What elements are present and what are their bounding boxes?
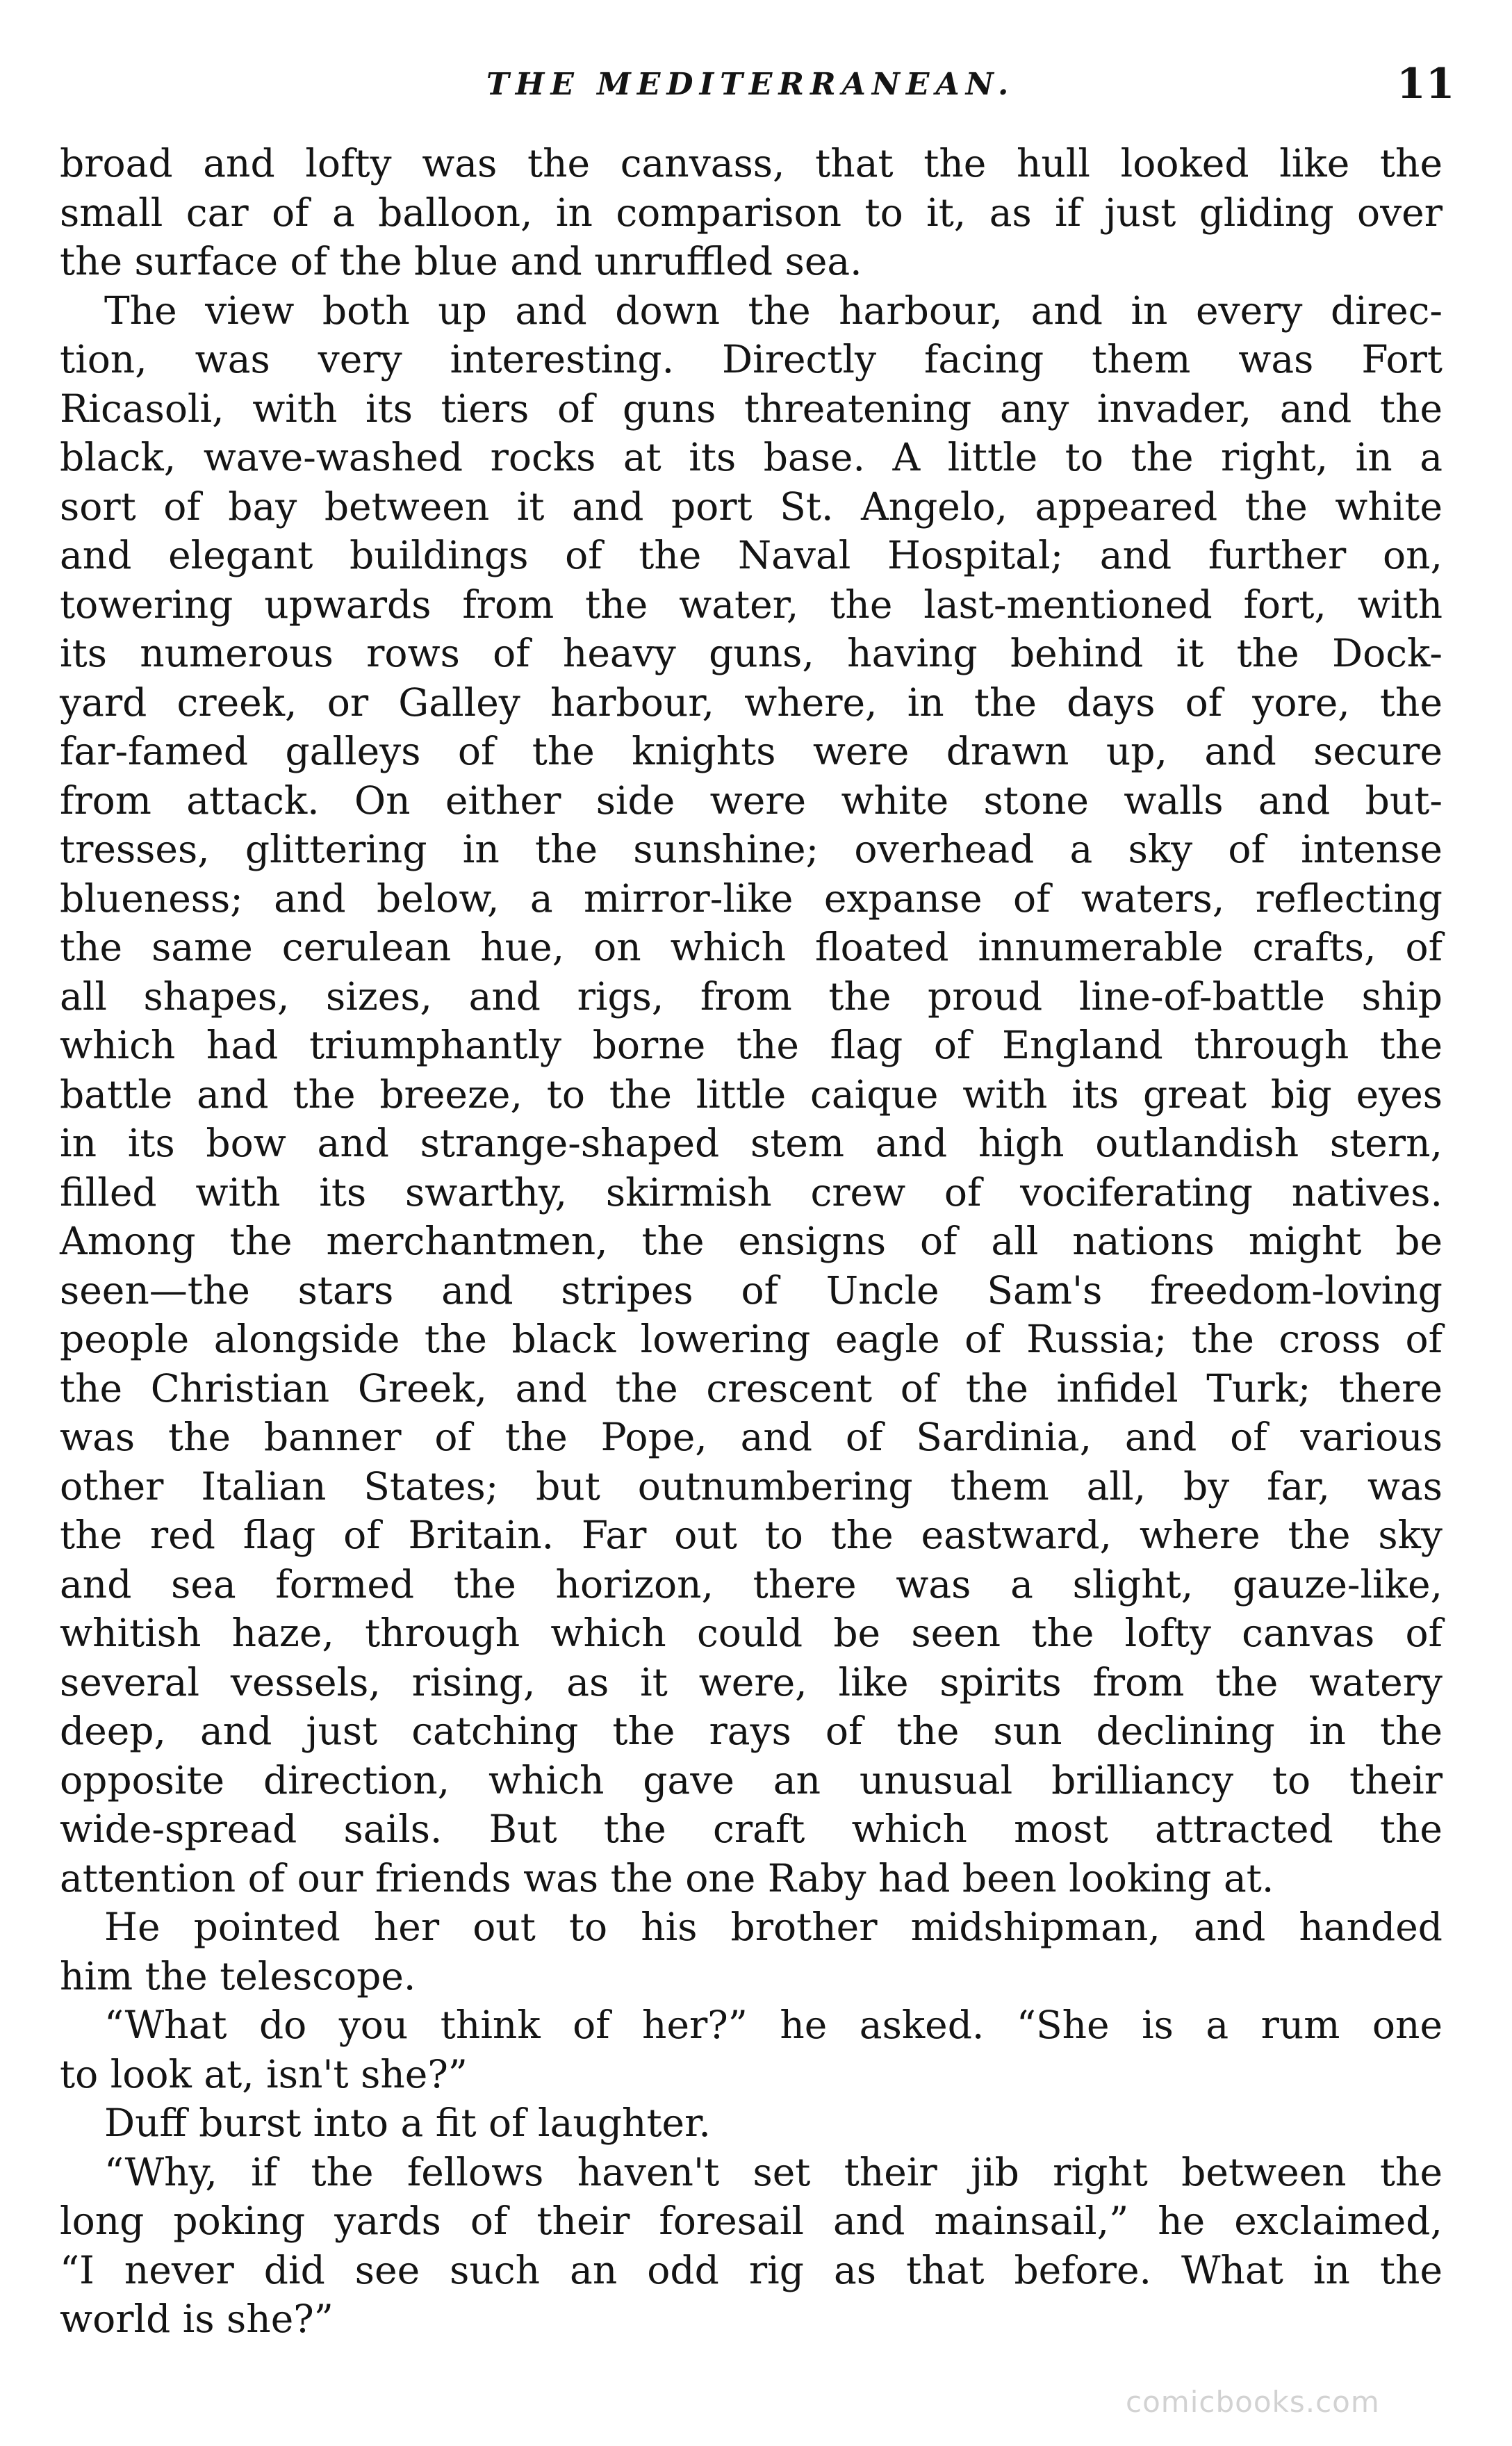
- text-line: whitish haze, through which could be seen the lofty canvas of: [60, 1611, 1443, 1655]
- paragraph-2: [60, 286, 1443, 1903]
- text-line: far-famed galleys of the knights were drawn up, and secure: [60, 729, 1443, 773]
- paragraph-6: [60, 2148, 1443, 2344]
- text-line: long poking yards of their foresail and mainsail,” he exclaimed,: [60, 2199, 1443, 2243]
- text-line: tresses, glittering in the sunshine; overhead a sky of intense: [60, 827, 1443, 871]
- text-line: the red flag of Britain. Far out to the eastward, where the sky: [60, 1513, 1443, 1557]
- text-line: “I never did see such an odd rig as that before. What in the: [60, 2247, 1443, 2292]
- text-line: The view both up and down the harbour, and in every direc-: [104, 288, 1443, 333]
- text-line: its numerous rows of heavy guns, having behind it the Dock-: [60, 631, 1443, 675]
- text-line: people alongside the black lowering eagle of Russia; the cross of: [60, 1317, 1443, 1361]
- running-header: [0, 56, 1512, 132]
- text-line: blueness; and below, a mirror-like expanse of waters, reflecting: [60, 876, 1443, 921]
- paragraph-5: [60, 2099, 1443, 2148]
- text-line: towering upwards from the water, the last-mentioned fort, with: [60, 582, 1443, 627]
- text-line: Duff burst into a fit of laughter.: [104, 2101, 711, 2145]
- text-line: filled with its swarthy, skirmish crew of vociferating natives.: [60, 1169, 1443, 1215]
- text-line: the Christian Greek, and the crescent of the infidel Turk; there: [60, 1365, 1443, 1411]
- text-line: battle and the breeze, to the little caique with its great big eyes: [60, 1072, 1443, 1117]
- text-line: all shapes, sizes, and rigs, from the proud line-of-battle ship: [60, 974, 1443, 1019]
- text-line: attention of our friends was the one Raby had been looking at.: [60, 1855, 1274, 1901]
- text-line: He pointed her out to his brother midshipman, and handed: [104, 1905, 1443, 1949]
- text-line: other Italian States; but outnumbering them all, by far, was: [60, 1463, 1443, 1509]
- running-title: THE MEDITERRANEAN.: [486, 67, 1015, 102]
- text-line: Ricasoli, with its tiers of guns threatening any invader, and the: [60, 386, 1443, 431]
- text-line: small car of a balloon, in comparison to it, as if just gliding over: [60, 190, 1443, 235]
- body-text: [60, 139, 1443, 2344]
- text-line: deep, and just catching the rays of the sun declining in the: [60, 1709, 1443, 1753]
- text-line: and elegant buildings of the Naval Hospital; and further on,: [60, 533, 1443, 577]
- text-line: him the telescope.: [60, 1953, 416, 1998]
- text-line: wide-spread sails. But the craft which most attracted the: [60, 1807, 1443, 1851]
- text-line: from attack. On either side were white stone walls and but-: [60, 778, 1443, 823]
- text-line: tion, was very interesting. Directly facing them was Fort: [60, 337, 1443, 381]
- text-line: broad and lofty was the canvass, that the hull looked like the: [60, 141, 1443, 186]
- text-line: which had triumphantly borne the flag of England through the: [60, 1023, 1443, 1067]
- text-line: and sea formed the horizon, there was a slight, gauze-like,: [60, 1561, 1443, 1607]
- watermark: comicbooks.com: [1126, 2385, 1380, 2419]
- text-line: to look at, isn't she?”: [60, 2051, 468, 2096]
- text-line: sort of bay between it and port St. Angelo, appeared the white: [60, 484, 1443, 529]
- text-line: “What do you think of her?” he asked. “She is a rum one: [104, 2003, 1443, 2047]
- text-line: the same cerulean hue, on which floated innumerable crafts, of: [60, 925, 1443, 969]
- paragraph-4: [60, 2001, 1443, 2099]
- text-line: Among the merchantmen, the ensigns of all nations might be: [60, 1219, 1443, 1263]
- text-line: was the banner of the Pope, and of Sardinia, and of various: [60, 1415, 1443, 1459]
- text-line: black, wave-washed rocks at its base. A little to the right, in a: [60, 435, 1443, 479]
- text-line: the surface of the blue and unruffled sea.: [60, 239, 862, 284]
- text-line: several vessels, rising, as it were, like spirits from the watery: [60, 1659, 1443, 1705]
- paragraph-1: [60, 139, 1443, 286]
- paragraph-3: [60, 1903, 1443, 2001]
- text-line: yard creek, or Galley harbour, where, in the days of yore, the: [60, 680, 1443, 725]
- text-line: seen—the stars and stripes of Uncle Sam's freedom-loving: [60, 1267, 1443, 1313]
- text-line: world is she?”: [60, 2297, 334, 2341]
- text-line: “Why, if the fellows haven't set their jib right between the: [104, 2149, 1443, 2194]
- page-number: 11: [1397, 60, 1455, 108]
- text-line: in its bow and strange-shaped stem and high outlandish stern,: [60, 1121, 1443, 1165]
- text-line: opposite direction, which gave an unusual brilliancy to their: [60, 1757, 1443, 1803]
